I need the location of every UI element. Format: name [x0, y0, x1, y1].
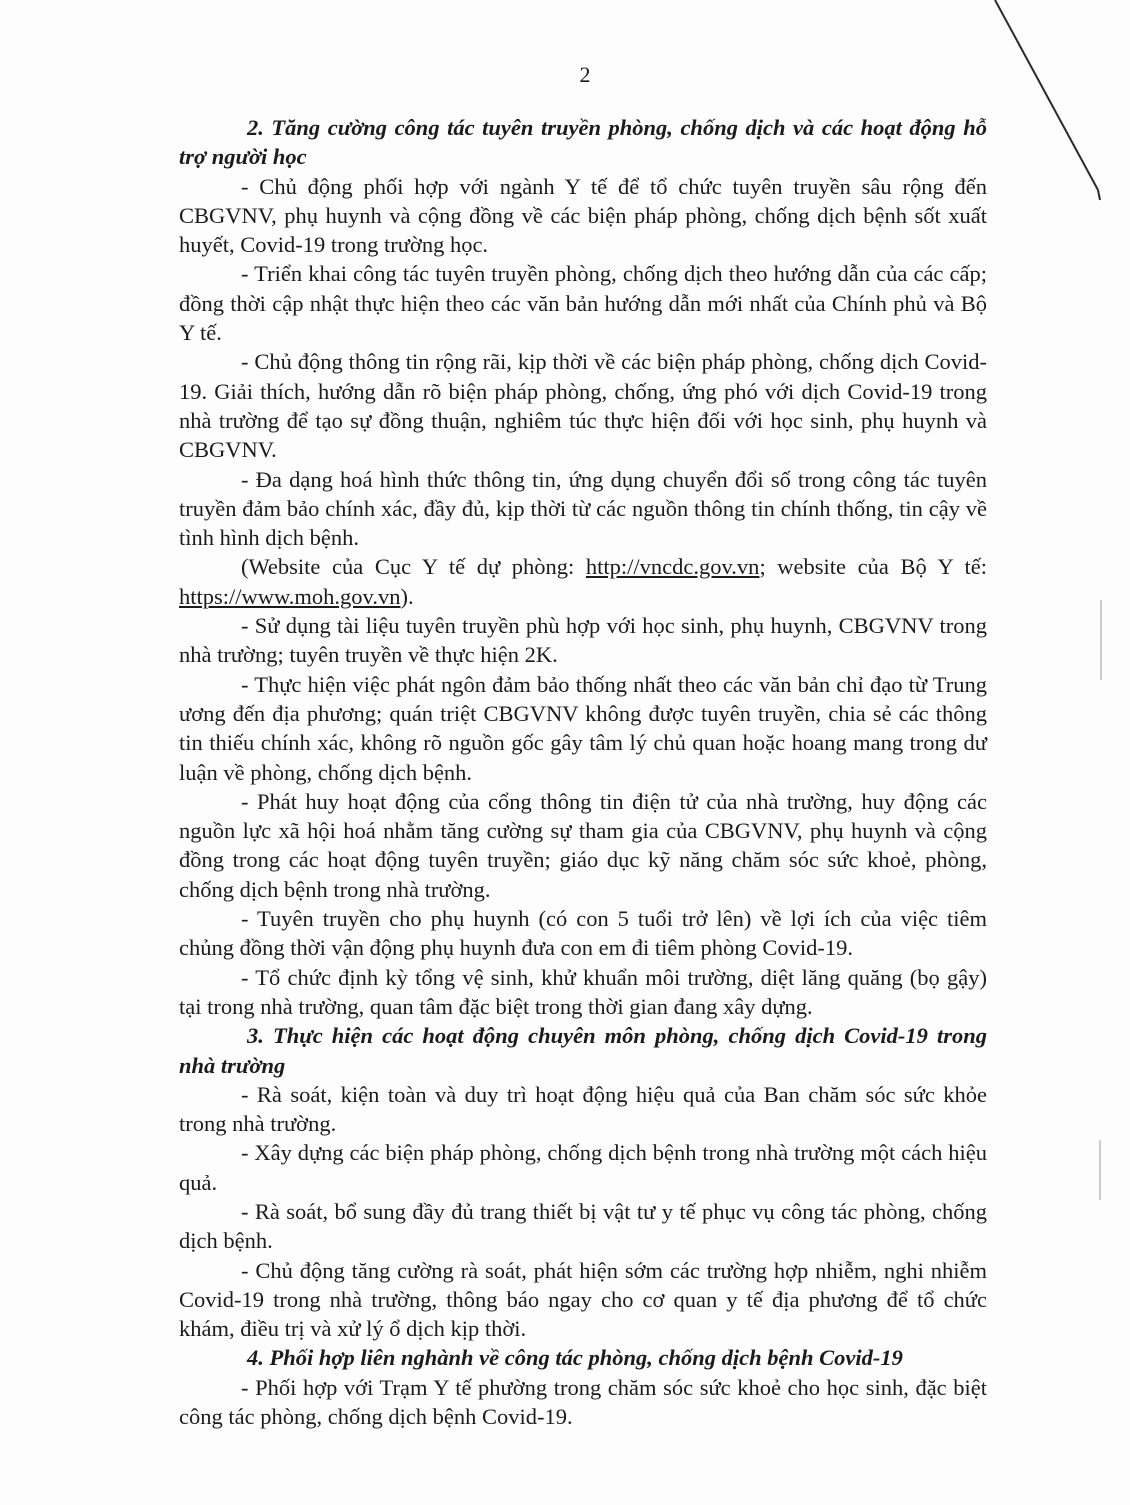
page-number: 2 — [579, 62, 591, 87]
paragraph: - Tổ chức định kỳ tổng vệ sinh, khử khuẩn môi trường, diệt lăng quăng (bọ gậy) tại trong nhà trường, quan tâm đặc biệt trong thời gian đang xây dựng. — [179, 964, 987, 1019]
section-heading-2: 2. Tăng cường công tác tuyên truyền phòng, chống dịch và các hoạt động hỗ trợ người học — [179, 115, 987, 170]
paragraph: - Phát huy hoạt động của cổng thông tin điện tử của nhà trường, huy động các nguồn lực xã hội hoá nhằm tăng cường sự tham gia của CBGVNV, phụ huynh và cộng đồng trong các hoạt động tuyên truyền; giáo dục kỹ năng chăm sóc sức khoẻ, phòng, chống dịch bệnh trong nhà trường. — [179, 788, 987, 902]
paragraph: - Sử dụng tài liệu tuyên truyền phù hợp với học sinh, phụ huynh, CBGVNV trong nhà trường; tuyên truyền về thực hiện 2K. — [179, 613, 987, 668]
paragraph: - Đa dạng hoá hình thức thông tin, ứng dụng chuyển đổi số trong công tác tuyên truyền đảm bảo chính xác, đầy đủ, kịp thời từ các nguồn thông tin chính thống, tin cậy về tình hình dịch bệnh. — [179, 466, 987, 551]
website-note-suffix: ). — [400, 583, 414, 609]
paragraph: - Phối hợp với Trạm Y tế phường trong chăm sóc sức khoẻ cho học sinh, đặc biệt công tác phòng, chống dịch bệnh Covid-19. — [179, 1374, 987, 1430]
website-note-prefix: (Website của Cục Y tế dự phòng: — [241, 554, 586, 580]
website-note-middle: ; website của Bộ Y tế: — [759, 554, 988, 580]
website-note — [179, 552, 987, 611]
paragraph: - Tuyên truyền cho phụ huynh (có con 5 tuổi trở lên) về lợi ích của việc tiêm chủng đồng thời vận động phụ huynh đưa con em đi tiêm phòng Covid-19. — [179, 906, 987, 961]
paragraph: - Chủ động tăng cường rà soát, phát hiện sớm các trường hợp nhiễm, nghi nhiễm Covid-19 trong nhà trường, thông báo ngay cho cơ quan y tế địa phương để tổ chức khám, điều trị và xử lý ổ dịch kịp thời. — [179, 1257, 987, 1342]
document-body — [179, 113, 987, 1431]
moh-link[interactable]: https://www.moh.gov.vn — [179, 583, 401, 609]
paragraph: - Xây dựng các biện pháp phòng, chống dịch bệnh trong nhà trường một cách hiệu quả. — [179, 1140, 987, 1195]
paragraph: - Rà soát, bổ sung đầy đủ trang thiết bị vật tư y tế phục vụ công tác phòng, chống dịch bệnh. — [179, 1198, 987, 1254]
paragraph: - Chủ động thông tin rộng rãi, kịp thời về các biện pháp phòng, chống dịch Covid-19. Giải thích, hướng dẫn rõ biện pháp phòng, chống, ứng phó với dịch Covid-19 trong nhà trường để tạo sự đồng thuận, nghiêm túc thực hiện đối với học sinh, phụ huynh và CBGVNV. — [179, 349, 987, 463]
paragraph: - Chủ động phối hợp với ngành Y tế để tổ chức tuyên truyền sâu rộng đến CBGVNV, phụ huynh và cộng đồng về các biện pháp phòng, chống dịch bệnh sốt xuất huyết, Covid-19 trong trường học. — [179, 173, 987, 258]
section-heading-3: 3. Thực hiện các hoạt động chuyên môn phòng, chống dịch Covid-19 trong nhà trường — [179, 1023, 987, 1078]
vncdc-link[interactable]: http://vncdc.gov.vn — [585, 554, 760, 580]
paragraph: - Thực hiện việc phát ngôn đảm bảo thống nhất theo các văn bản chỉ đạo từ Trung ương đến địa phương; quán triệt CBGVNV không được tuyên truyền, chia sẻ các thông tin thiếu chính xác, không rõ nguồn gốc gây tâm lý chủ quan hoặc hoang mang trong dư luận về phòng, chống dịch bệnh. — [179, 671, 987, 785]
paragraph: - Triển khai công tác tuyên truyền phòng, chống dịch theo hướng dẫn của các cấp; đồng thời cập nhật thực hiện theo các văn bản hướng dẫn mới nhất của Chính phủ và Bộ Y tế. — [179, 261, 987, 346]
paragraph: - Rà soát, kiện toàn và duy trì hoạt động hiệu quả của Ban chăm sóc sức khỏe trong nhà trường. — [179, 1081, 987, 1137]
section-heading-4: 4. Phối hợp liên nghành về công tác phòng, chống dịch bệnh Covid-19 — [247, 1345, 903, 1371]
